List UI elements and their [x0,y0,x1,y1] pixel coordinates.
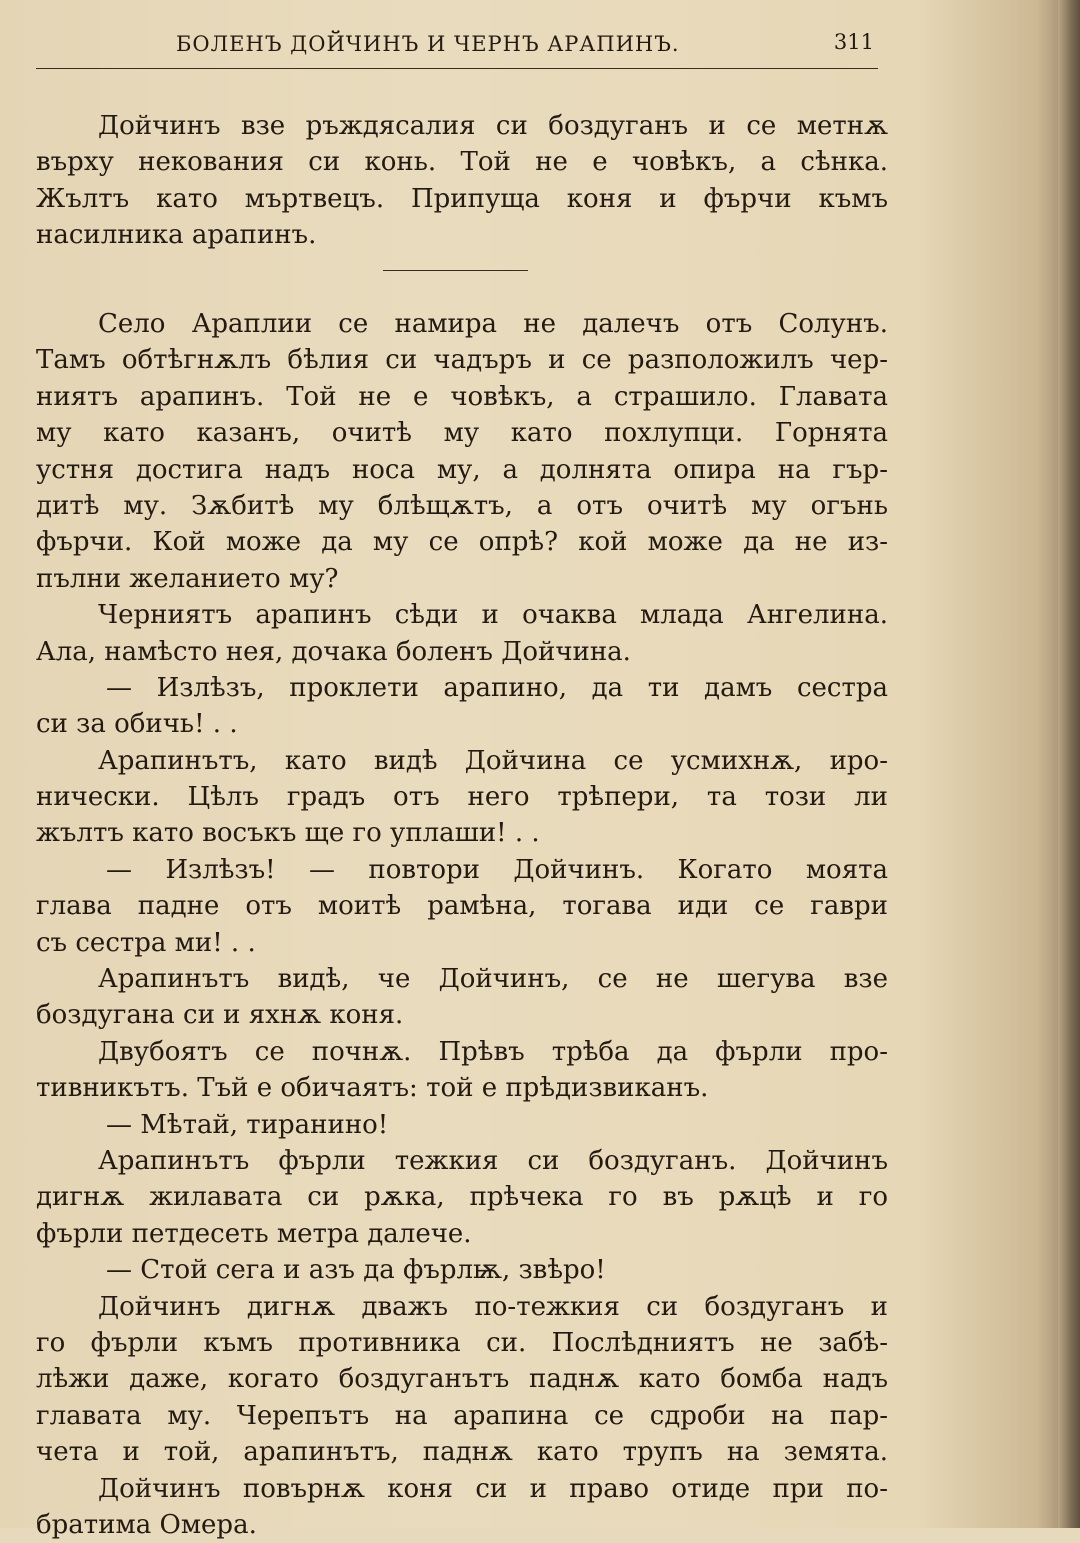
text-line: фърли петдесеть метра далече. [36,1218,472,1249]
text-line: — Излѣзъ, проклети арапино, да ти дамъ сестра [106,672,888,703]
text-line: жълтъ като восъкъ ще го уплаши! . . [36,818,540,849]
page-header [36,22,878,64]
text-line: — Мѣтай, тиранино! [106,1109,389,1140]
text-line: братима Омера. [36,1509,257,1540]
text-line: фърчи. Кой може да му се опрѣ? кой може да не из- [36,527,888,558]
text-line: дитѣ му. Зѫбитѣ му блѣщѫтъ, а отъ очитѣ му огънь [36,490,888,521]
text-line: Жълтъ като мъртвецъ. Припуща коня и фърчи къмъ [36,183,888,214]
text-block-intro [36,108,888,254]
text-line: Арапинътъ видѣ, че Дойчинъ, се не шегува взе [98,964,888,995]
text-line: глава падне отъ моитѣ рамѣна, тогава иди се гаври [36,891,888,922]
text-line: чета и той, арапинътъ, паднѫ като трупъ на земята. [36,1437,888,1468]
text-line: Арапинътъ фърли тежкия си боздуганъ. Дойчинъ [98,1145,888,1176]
text-line: Село Араплии се намира не далечъ отъ Солунъ. [98,309,888,339]
text-line: пълни желанието му? [36,563,339,594]
page-number: 311 [833,30,874,54]
text-line: Двубоятъ се почнѫ. Прѣвъ трѣба да фърли про- [98,1036,888,1067]
text-line: върху некования си конь. Той не е човѣкъ, а сѣнка. [36,147,888,178]
text-line: дигнѫ жилавата си рѫка, прѣчека го въ рѫцѣ и го [36,1182,888,1213]
text-line: насилника арапинъ. [36,220,317,251]
text-line: Тамъ обтѣгнѫлъ бѣлия си чадъръ и се разположилъ чер- [36,345,888,376]
text-line: Ала, намѣсто нея, дочака боленъ Дойчина. [36,636,631,667]
text-line: ниятъ арапинъ. Той не е човѣкъ, а страшило. Главата [36,381,888,412]
text-line: — Стой сега и азъ да фърлѭ, звѣро! [106,1255,606,1286]
text-line: боздугана си и яхнѫ коня. [36,1000,404,1031]
text-line: нически. Цѣлъ градъ отъ него трѣпери, та този ли [36,782,888,813]
text-line: Арапинътъ, като видѣ Дойчина се усмихнѫ, иро- [98,745,888,776]
text-line: Дойчинъ взе ръждясалия си боздуганъ и се метнѫ [98,111,888,141]
running-title: БОЛЕНЪ ДОЙЧИНЪ И ЧЕРНЪ АРАПИНЪ. [176,32,680,56]
header-rule [36,68,878,69]
text-line: устня достига надъ носа му, а долнята опира на гър- [36,454,888,485]
section-break-rule [383,270,528,271]
text-line: му като казанъ, очитѣ му като похлупци. Горнята [36,418,888,449]
text-line: съ сестра ми! . . [36,927,256,958]
text-line: лѣжи даже, когато боздуганътъ паднѫ като бомба надъ [36,1364,888,1395]
text-block-main [36,306,888,1543]
text-line: си за обичь! . . [36,709,238,740]
text-line: го фърли къмъ противника си. Послѣдниятъ не забѣ- [36,1327,888,1358]
text-line: главата му. Черепътъ на арапина се сдроби на пар- [36,1400,888,1431]
text-line: — Излѣзъ! — повтори Дойчинъ. Когато моята [106,854,888,885]
text-line: Дойчинъ повърнѫ коня си и право отиде при по- [98,1473,888,1504]
text-line: Дойчинъ дигнѫ дважъ по-тежкия си боздуганъ и [98,1291,888,1322]
text-line: тивникътъ. Тъй е обичаятъ: той е прѣдизвиканъ. [36,1073,709,1104]
text-line: Черниятъ арапинъ сѣди и очаква млада Ангелина. [98,600,888,631]
book-spine-shadow [1058,0,1080,1528]
